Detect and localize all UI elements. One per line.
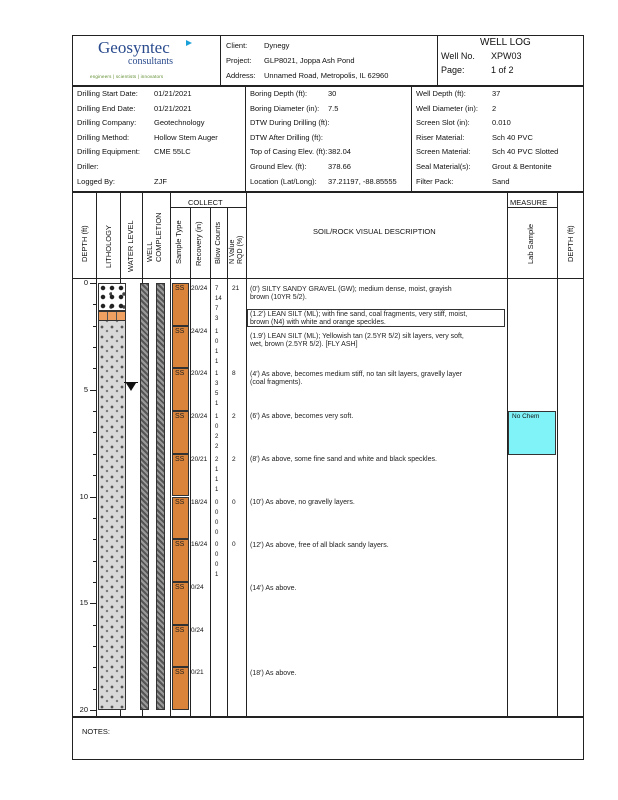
water-level-icon bbox=[126, 383, 136, 391]
description-line: (4') As above, becomes medium stiff, no tan silt layers, gravelly layer bbox=[250, 371, 463, 378]
blow-count: 1 bbox=[215, 371, 219, 378]
info-value: 37.21197, -88.85555 bbox=[328, 176, 397, 186]
info-value: Hollow Stem Auger bbox=[154, 132, 218, 142]
well-no-value: XPW03 bbox=[491, 51, 522, 61]
info-value: CME 55LC bbox=[154, 147, 191, 157]
info-value: 382.04 bbox=[328, 147, 351, 157]
n-value: 0 bbox=[232, 498, 236, 506]
col-header-blow-counts: Blow Counts bbox=[213, 221, 222, 264]
well-casing-left bbox=[140, 283, 149, 710]
info-value: 0.010 bbox=[492, 118, 511, 128]
info-label: Riser Material: bbox=[416, 132, 465, 142]
blow-count: 1 bbox=[215, 328, 219, 335]
depth-tick bbox=[93, 368, 96, 369]
info-label: Boring Depth (ft): bbox=[250, 89, 308, 98]
depth-tick bbox=[93, 411, 96, 412]
sample-type: SS bbox=[175, 285, 185, 292]
depth-tick bbox=[93, 518, 96, 519]
col-header-measure: MEASURE bbox=[510, 198, 548, 207]
sample-recovery: 0/24 bbox=[191, 583, 204, 591]
n-value: 0 bbox=[232, 541, 236, 549]
logo-name: Geosyntec bbox=[98, 38, 170, 57]
blow-count: 1 bbox=[215, 348, 219, 355]
blow-count: 0 bbox=[215, 552, 219, 559]
info-value: 30 bbox=[328, 89, 337, 98]
blow-count: 7 bbox=[215, 286, 219, 292]
info-label: Drilling End Date: bbox=[77, 103, 136, 113]
info-value: Sch 40 PVC Slotted bbox=[492, 147, 559, 157]
header-divider-1 bbox=[220, 35, 221, 86]
sample-interval bbox=[172, 667, 189, 710]
info-label: Screen Slot (in): bbox=[416, 118, 470, 128]
sample-type: SS bbox=[175, 370, 185, 378]
sample-interval bbox=[172, 368, 189, 411]
col-header-collect: COLLECT bbox=[188, 198, 223, 207]
sample-interval bbox=[172, 454, 189, 497]
lithology-gravel bbox=[98, 283, 126, 311]
blow-count: 1 bbox=[215, 486, 219, 493]
blow-count: 0 bbox=[215, 499, 219, 506]
description-line: (coal fragments). bbox=[250, 379, 303, 386]
n-value: 21 bbox=[232, 285, 240, 292]
blow-count: 1 bbox=[215, 476, 219, 483]
depth-tick-label: 20 bbox=[79, 705, 88, 714]
blow-count: 0 bbox=[215, 519, 219, 526]
description-line: brown (10YR 5/2). bbox=[250, 294, 307, 301]
depth-tick bbox=[90, 283, 96, 284]
blow-count: 1 bbox=[215, 414, 219, 421]
address-label: Address: bbox=[226, 71, 256, 80]
description-line: (12') As above, free of all black sandy layers. bbox=[250, 542, 389, 549]
info-value: 01/21/2021 bbox=[154, 89, 192, 98]
lithology-lean-silt bbox=[98, 311, 126, 321]
info-label: Top of Casing Elev. (ft): bbox=[250, 147, 328, 157]
blow-count: 1 bbox=[215, 358, 219, 365]
description-line: (6') As above, becomes very soft. bbox=[250, 413, 354, 420]
info-label: DTW During Drilling (ft): bbox=[250, 118, 330, 128]
depth-tick bbox=[93, 432, 96, 433]
info-label: Screen Material: bbox=[416, 147, 471, 157]
info-value: 7.5 bbox=[328, 103, 339, 113]
blow-count: 5 bbox=[215, 391, 219, 398]
sample-recovery: 20/24 bbox=[191, 370, 208, 378]
address-value: Unnamed Road, Metropolis, IL 62960 bbox=[264, 71, 389, 80]
description-line: (0') SILTY SANDY GRAVEL (GW); medium dense, moist, grayish bbox=[250, 286, 452, 293]
project-label: Project: bbox=[226, 56, 252, 65]
col-div-depth bbox=[96, 192, 97, 717]
depth-tick-label: 0 bbox=[83, 278, 88, 287]
page-label: Page: bbox=[441, 65, 465, 75]
sample-interval bbox=[172, 497, 189, 540]
sample-recovery: 20/24 bbox=[191, 285, 208, 292]
blow-count: 2 bbox=[215, 444, 219, 451]
collect-line bbox=[170, 207, 246, 208]
n-value: 2 bbox=[232, 413, 236, 421]
info-value: 378.66 bbox=[328, 162, 351, 171]
lithology-fill bbox=[98, 283, 126, 710]
client-value: Dynegy bbox=[264, 41, 290, 50]
blow-count: 3 bbox=[215, 316, 219, 322]
blow-count: 2 bbox=[215, 456, 219, 463]
description-line: (8') As above, some fine sand and white and black speckles. bbox=[250, 456, 437, 463]
page-value: 1 of 2 bbox=[491, 65, 514, 75]
description-line: brown (N4) with white and orange speckles. bbox=[250, 319, 386, 326]
info-divider-2 bbox=[411, 86, 412, 192]
lab-sample-box bbox=[508, 411, 556, 455]
info-label: Filter Pack: bbox=[416, 176, 454, 186]
sample-recovery: 0/24 bbox=[191, 626, 204, 634]
col-div-n bbox=[246, 192, 247, 717]
sample-interval bbox=[172, 539, 189, 582]
blow-count: 0 bbox=[215, 338, 219, 345]
sample-interval bbox=[172, 625, 189, 668]
depth-tick bbox=[93, 667, 96, 668]
info-label: DTW After Drilling (ft): bbox=[250, 132, 323, 142]
sample-type: SS bbox=[175, 327, 185, 335]
sample-recovery: 24/24 bbox=[191, 327, 208, 335]
col-div-recovery bbox=[210, 207, 211, 717]
blow-count: 1 bbox=[215, 572, 219, 579]
sample-type: SS bbox=[175, 626, 185, 634]
info-value: ZJF bbox=[154, 176, 167, 186]
info-label: Drilling Company: bbox=[77, 118, 137, 128]
logo-triangle-icon bbox=[186, 40, 192, 46]
sample-recovery: 20/21 bbox=[191, 455, 208, 463]
info-label: Location (Lat/Long): bbox=[250, 176, 317, 186]
info-value: Grout & Bentonite bbox=[492, 162, 552, 171]
sample-recovery: 18/24 bbox=[191, 498, 208, 506]
col-header-water-level: WATER LEVEL bbox=[126, 220, 135, 272]
sample-interval bbox=[172, 326, 189, 369]
blow-count: 0 bbox=[215, 529, 219, 536]
description-line: (14') As above. bbox=[250, 585, 297, 592]
info-value: 01/21/2021 bbox=[154, 103, 192, 113]
doc-title: WELL LOG bbox=[480, 37, 531, 48]
depth-tick bbox=[90, 603, 96, 604]
water-level-line bbox=[124, 382, 138, 383]
info-label: Ground Elev. (ft): bbox=[250, 162, 307, 171]
blow-count: 1 bbox=[215, 466, 219, 473]
sample-type: SS bbox=[175, 541, 185, 549]
col-div-blow bbox=[227, 207, 228, 717]
sample-interval bbox=[172, 411, 189, 454]
depth-tick bbox=[93, 539, 96, 540]
depth-tick bbox=[93, 582, 96, 583]
blow-count: 0 bbox=[215, 509, 219, 516]
n-value: 8 bbox=[232, 370, 236, 378]
info-label: Drilling Method: bbox=[77, 132, 130, 142]
info-value: Sch 40 PVC bbox=[492, 132, 533, 142]
blow-count: 2 bbox=[215, 434, 219, 441]
description-line: (10') As above, no gravelly layers. bbox=[250, 499, 355, 506]
info-label: Drilling Start Date: bbox=[77, 89, 138, 98]
col-header-lab-sample: Lab Sample bbox=[526, 223, 535, 264]
description-line: (1.9') LEAN SILT (ML); Yellowish tan (2.5YR 5/2) silt layers, very soft, bbox=[250, 333, 464, 340]
client-label: Client: bbox=[226, 41, 248, 50]
col-header-depth-right: DEPTH (ft) bbox=[566, 225, 575, 262]
col-header-well-completion: WELL COMPLETION bbox=[145, 212, 163, 262]
sample-type: SS bbox=[175, 669, 185, 677]
depth-tick bbox=[90, 710, 96, 711]
sample-type: SS bbox=[175, 583, 185, 591]
col-header-n-value: N Value RQD (%) bbox=[229, 235, 244, 264]
depth-tick bbox=[93, 347, 96, 348]
description-line: (18') As above. bbox=[250, 670, 297, 677]
depth-tick bbox=[93, 304, 96, 305]
blow-count: 7 bbox=[215, 306, 219, 312]
logo-tagline: engineers | scientists | innovators bbox=[90, 74, 164, 79]
sample-recovery: 16/24 bbox=[191, 541, 208, 549]
lab-sample-label: No Chem bbox=[512, 413, 540, 420]
blow-count: 0 bbox=[215, 562, 219, 569]
notes-label: NOTES: bbox=[82, 727, 110, 736]
measure-line bbox=[507, 207, 557, 208]
sample-interval bbox=[172, 283, 189, 326]
depth-tick bbox=[93, 326, 96, 327]
depth-tick-label: 10 bbox=[79, 491, 88, 501]
description-line: (1.2') LEAN SILT (ML); with fine sand, coal fragments, very stiff, moist, bbox=[250, 311, 468, 318]
depth-tick bbox=[93, 646, 96, 647]
notes-box bbox=[72, 717, 584, 760]
col-div-lab bbox=[557, 192, 558, 717]
info-label: Logged By: bbox=[77, 176, 115, 186]
info-label: Boring Diameter (in): bbox=[250, 103, 320, 113]
blow-count: 0 bbox=[215, 542, 219, 549]
blow-count: 1 bbox=[215, 401, 219, 408]
col-header-depth: DEPTH (ft) bbox=[80, 225, 89, 262]
depth-tick bbox=[90, 390, 96, 391]
depth-tick bbox=[90, 497, 96, 498]
depth-tick-label: 5 bbox=[83, 384, 88, 394]
depth-tick bbox=[93, 475, 96, 476]
info-value: Geotechnology bbox=[154, 118, 205, 128]
col-header-sample-type: Sample Type bbox=[174, 220, 183, 264]
depth-tick bbox=[93, 625, 96, 626]
n-value: 2 bbox=[232, 455, 236, 463]
sample-recovery: 20/24 bbox=[191, 413, 208, 421]
info-value: Sand bbox=[492, 176, 510, 186]
sample-type: SS bbox=[175, 498, 185, 506]
header-divider-2 bbox=[437, 35, 438, 86]
depth-tick-label: 15 bbox=[79, 598, 88, 608]
col-header-lithology: LITHOLOGY bbox=[104, 225, 113, 268]
sample-type: SS bbox=[175, 455, 185, 463]
depth-tick bbox=[93, 689, 96, 690]
col-header-description: SOIL/ROCK VISUAL DESCRIPTION bbox=[313, 227, 436, 236]
logo-sub: consultants bbox=[128, 56, 173, 67]
well-casing-right bbox=[156, 283, 165, 710]
info-label: Seal Material(s): bbox=[416, 162, 471, 171]
blow-count: 0 bbox=[215, 424, 219, 431]
blow-count: 14 bbox=[215, 296, 222, 302]
col-header-recovery: Recovery (in) bbox=[194, 221, 203, 266]
depth-tick bbox=[93, 454, 96, 455]
col-div-well bbox=[170, 192, 171, 717]
info-label: Well Diameter (in): bbox=[416, 103, 478, 113]
info-value: 2 bbox=[492, 103, 497, 113]
blow-count: 3 bbox=[215, 381, 219, 388]
project-value: GLP8021, Joppa Ash Pond bbox=[264, 56, 355, 65]
info-label: Well Depth (ft): bbox=[416, 89, 466, 98]
sample-interval bbox=[172, 582, 189, 625]
description-line: wet, brown (2.5YR 5/2). [FLY ASH] bbox=[250, 341, 358, 348]
well-no-label: Well No. bbox=[441, 51, 475, 61]
depth-tick bbox=[93, 561, 96, 562]
sample-type: SS bbox=[175, 413, 185, 421]
info-label: Driller: bbox=[77, 162, 99, 171]
info-value: 37 bbox=[492, 89, 501, 98]
info-label: Drilling Equipment: bbox=[77, 147, 140, 157]
sample-recovery: 0/21 bbox=[191, 669, 204, 677]
info-divider-1 bbox=[245, 86, 246, 192]
